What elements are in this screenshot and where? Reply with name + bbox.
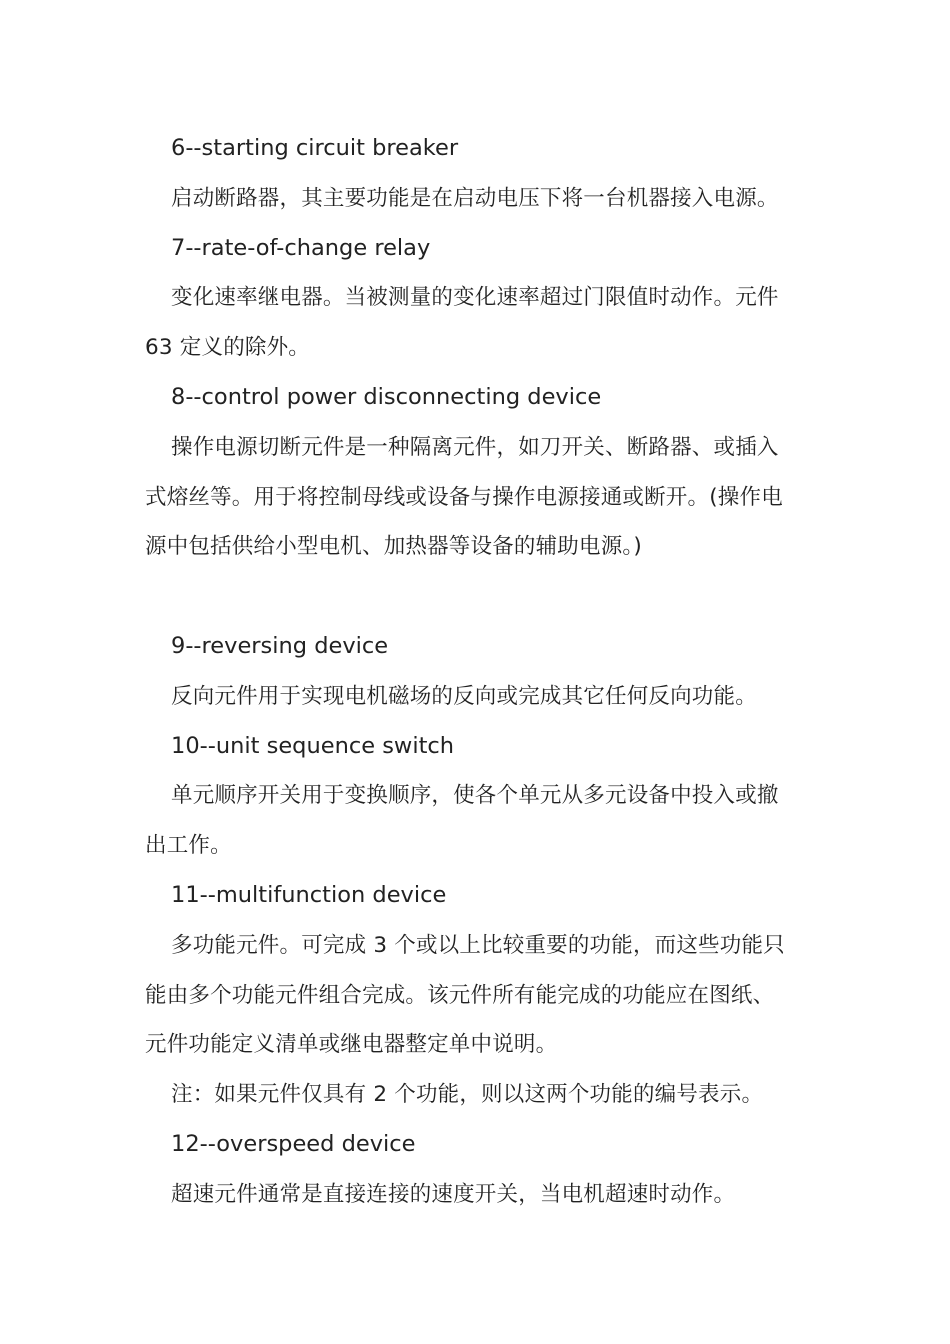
description-11-line-1: 多功能元件。可完成 3 个或以上比较重要的功能，而这些功能只: [171, 932, 785, 958]
description-8-line-3: 源中包括供给小型电机、加热器等设备的辅助电源。): [145, 534, 642, 560]
document-body: [145, 124, 810, 1220]
heading-11: 11--multifunction device: [171, 881, 447, 908]
heading-6: 6--starting circuit breaker: [171, 135, 459, 161]
description-8-line-1: 操作电源切断元件是一种隔离元件，如刀开关、断路器、或插入: [171, 434, 779, 460]
description-11-line-3: 元件功能定义清单或继电器整定单中说明。: [145, 1032, 558, 1058]
heading-9: 9--reversing device: [171, 632, 389, 659]
heading-8: 8--control power disconnecting device: [171, 383, 602, 410]
description-7-line-2: 63 定义的除外。: [145, 335, 310, 361]
description-8-line-2: 式熔丝等。用于将控制母线或设备与操作电源接通或断开。(操作电: [145, 484, 783, 510]
description-12: 超速元件通常是直接连接的速度开关，当电机超速时动作。: [171, 1181, 736, 1207]
description-10-line-1: 单元顺序开关用于变换顺序，使各个单元从多元设备中投入或撤: [171, 783, 779, 809]
heading-7: 7--rate-of-change relay: [171, 234, 431, 261]
blank-line: [145, 572, 810, 622]
heading-12: 12--overspeed device: [171, 1130, 416, 1157]
description-7-line-1: 变化速率继电器。当被测量的变化速率超过门限值时动作。元件: [171, 285, 779, 311]
description-9: 反向元件用于实现电机磁场的反向或完成其它任何反向功能。: [171, 683, 757, 709]
description-10-line-2: 出工作。: [145, 833, 232, 859]
note-11: 注：如果元件仅具有 2 个功能，则以这两个功能的编号表示。: [171, 1082, 764, 1108]
description-11-line-2: 能由多个功能元件组合完成。该元件所有能完成的功能应在图纸、: [145, 982, 775, 1008]
heading-10: 10--unit sequence switch: [171, 732, 455, 759]
description-6: 启动断路器，其主要功能是在启动电压下将一台机器接入电源。: [171, 185, 779, 211]
